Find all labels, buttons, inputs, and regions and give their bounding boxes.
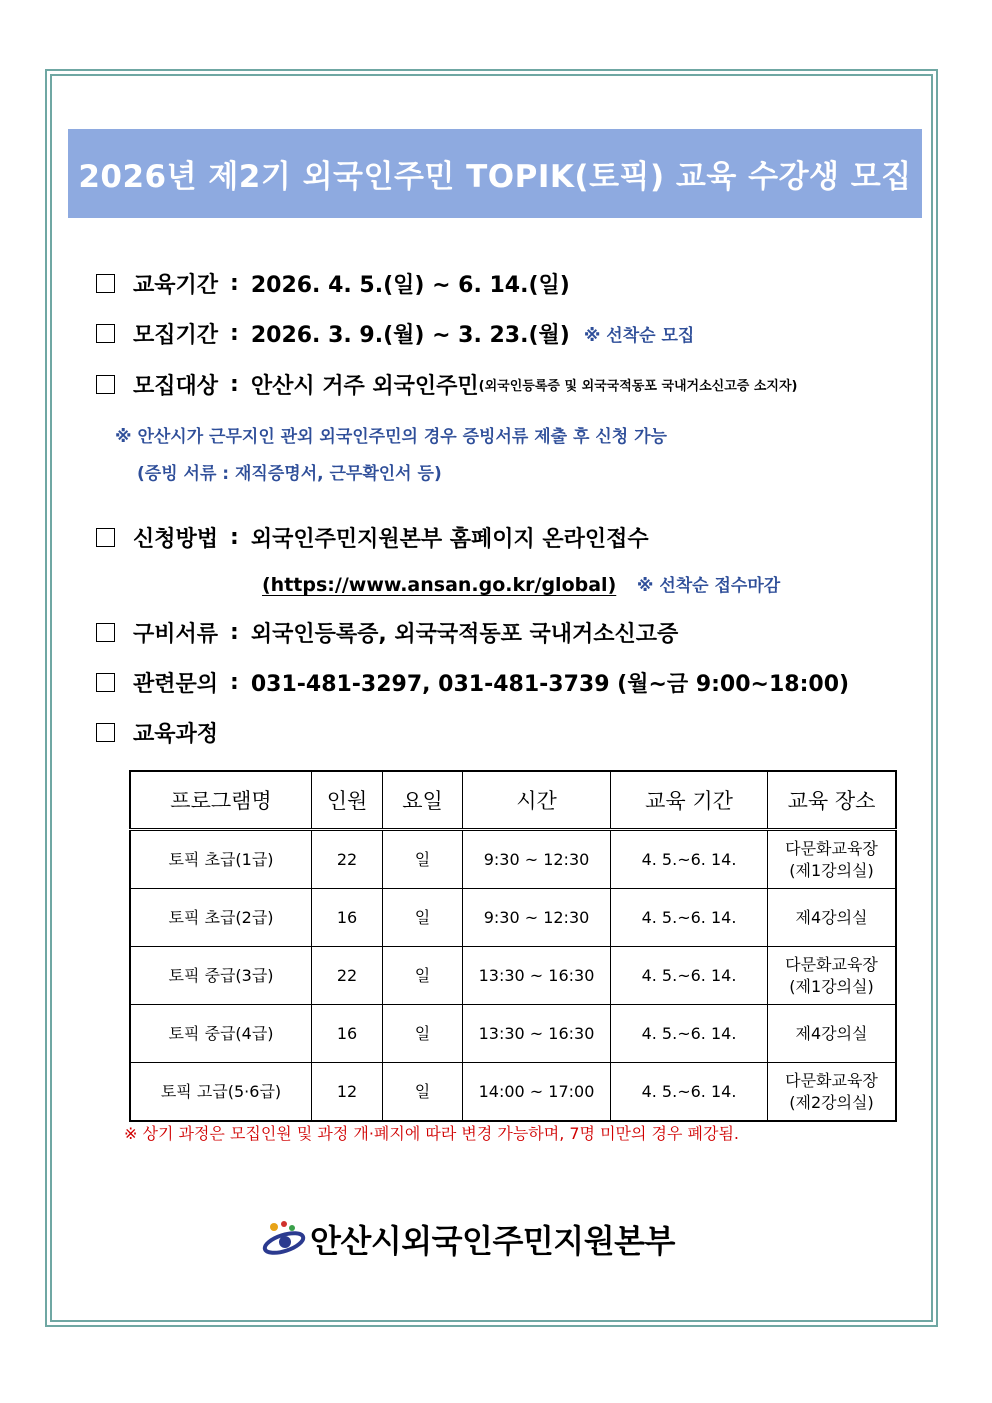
table-row	[130, 1005, 896, 1063]
cell-program: 토픽 고급(5·6급)	[130, 1063, 312, 1122]
cell-time: 9:30 ~ 12:30	[463, 889, 611, 947]
cell-day: 일	[383, 830, 463, 889]
item-contact	[96, 667, 849, 698]
cell-place	[768, 889, 897, 947]
table-row	[130, 947, 896, 1005]
cell-day: 일	[383, 889, 463, 947]
item-colon: :	[230, 620, 239, 645]
homepage-link[interactable]: (https://www.ansan.go.kr/global)	[262, 574, 617, 596]
item-colon: :	[230, 525, 239, 550]
cell-period: 4. 5.~6. 14.	[611, 1005, 768, 1063]
item-value: 2026. 4. 5.(일) ~ 6. 14.(일)	[250, 273, 570, 298]
item-note: ※ 선착순 모집	[583, 326, 695, 346]
cell-place	[768, 1005, 897, 1063]
place-line-1: 다문화교육장	[785, 954, 878, 974]
cell-count: 16	[312, 1005, 383, 1063]
table-row	[130, 830, 896, 889]
item-course	[96, 717, 218, 748]
cell-program: 토픽 초급(1급)	[130, 830, 312, 889]
cell-period: 4. 5.~6. 14.	[611, 947, 768, 1005]
cell-time: 13:30 ~ 16:30	[463, 947, 611, 1005]
cell-program: 토픽 초급(2급)	[130, 889, 312, 947]
place-line-1: 제4강의실	[795, 907, 868, 927]
cell-period: 4. 5.~6. 14.	[611, 1063, 768, 1122]
item-label: 모집기간	[133, 323, 219, 348]
table-row	[130, 889, 896, 947]
item-value: 외국인등록증, 외국국적동포 국내거소신고증	[250, 622, 679, 647]
title-banner	[68, 129, 922, 218]
item-period	[96, 268, 570, 299]
item-value: 2026. 3. 9.(월) ~ 3. 23.(월)	[250, 323, 570, 348]
header-time: 시간	[463, 771, 611, 830]
item-label: 교육기간	[133, 273, 219, 298]
item-label: 구비서류	[133, 622, 219, 647]
item-label: 교육과정	[133, 722, 219, 747]
logo-emblem-icon	[262, 1219, 306, 1259]
cell-period: 4. 5.~6. 14.	[611, 830, 768, 889]
place-line-2: (제1강의실)	[789, 860, 874, 880]
header-period: 교육 기간	[611, 771, 768, 830]
place-line-1: 다문화교육장	[785, 1070, 878, 1090]
cell-time: 13:30 ~ 16:30	[463, 1005, 611, 1063]
course-table	[129, 770, 897, 1122]
place-line-1: 제4강의실	[795, 1023, 868, 1043]
cell-program: 토픽 중급(3급)	[130, 947, 312, 1005]
cell-place	[768, 947, 897, 1005]
checkbox-icon	[96, 324, 115, 343]
table-header-row	[130, 771, 896, 830]
item-label: 신청방법	[133, 527, 219, 552]
item-label: 모집대상	[133, 374, 219, 399]
target-note-2: (증빙 서류 : 재직증명서, 근무확인서 등)	[137, 464, 442, 484]
logo-text: 안산시외국인주민지원본부	[310, 1222, 675, 1260]
item-docs	[96, 617, 678, 648]
target-note-1: ※ 안산시가 근무지인 관외 외국인주민의 경우 증빙서류 제출 후 신청 가능	[115, 427, 667, 447]
organization-logo	[262, 1216, 675, 1262]
cell-place	[768, 830, 897, 889]
cell-period: 4. 5.~6. 14.	[611, 889, 768, 947]
item-recruit	[96, 318, 694, 349]
page-title: 2026년 제2기 외국인주민 TOPIK(토픽) 교육 수강생 모집	[78, 159, 912, 195]
header-program: 프로그램명	[130, 771, 312, 830]
cell-place	[768, 1063, 897, 1122]
checkbox-icon	[96, 723, 115, 742]
item-colon: :	[230, 271, 239, 296]
header-place: 교육 장소	[768, 771, 897, 830]
cell-day: 일	[383, 947, 463, 1005]
cell-time: 14:00 ~ 17:00	[463, 1063, 611, 1122]
place-line-2: (제1강의실)	[789, 976, 874, 996]
apply-note: ※ 선착순 접수마감	[636, 576, 781, 596]
item-label: 관련문의	[133, 672, 219, 697]
table-row	[130, 1063, 896, 1122]
cell-count: 16	[312, 889, 383, 947]
cell-day: 일	[383, 1005, 463, 1063]
item-apply	[96, 522, 649, 553]
checkbox-icon	[96, 528, 115, 547]
item-value: 안산시 거주 외국인주민	[250, 374, 479, 399]
item-value: 외국인주민지원본부 홈페이지 온라인접수	[250, 527, 649, 552]
cell-count: 12	[312, 1063, 383, 1122]
cell-program: 토픽 중급(4급)	[130, 1005, 312, 1063]
place-line-1: 다문화교육장	[785, 838, 878, 858]
item-colon: :	[230, 321, 239, 346]
header-day: 요일	[383, 771, 463, 830]
cell-day: 일	[383, 1063, 463, 1122]
item-colon: :	[230, 670, 239, 695]
checkbox-icon	[96, 375, 115, 394]
item-colon: :	[230, 372, 239, 397]
warning-note: ※ 상기 과정은 모집인원 및 과정 개·폐지에 따라 변경 가능하며, 7명 미만의 경우 폐강됨.	[124, 1124, 740, 1143]
apply-url-line	[262, 571, 780, 596]
place-line-2: (제2강의실)	[789, 1092, 874, 1112]
checkbox-icon	[96, 673, 115, 692]
checkbox-icon	[96, 274, 115, 293]
cell-count: 22	[312, 830, 383, 889]
item-small-note: (외국인등록증 및 외국국적동포 국내거소신고증 소지자)	[478, 379, 798, 394]
checkbox-icon	[96, 623, 115, 642]
header-count: 인원	[312, 771, 383, 830]
cell-count: 22	[312, 947, 383, 1005]
item-target	[96, 369, 798, 400]
item-value: 031-481-3297, 031-481-3739 (월~금 9:00~18:00)	[250, 672, 850, 697]
cell-time: 9:30 ~ 12:30	[463, 830, 611, 889]
